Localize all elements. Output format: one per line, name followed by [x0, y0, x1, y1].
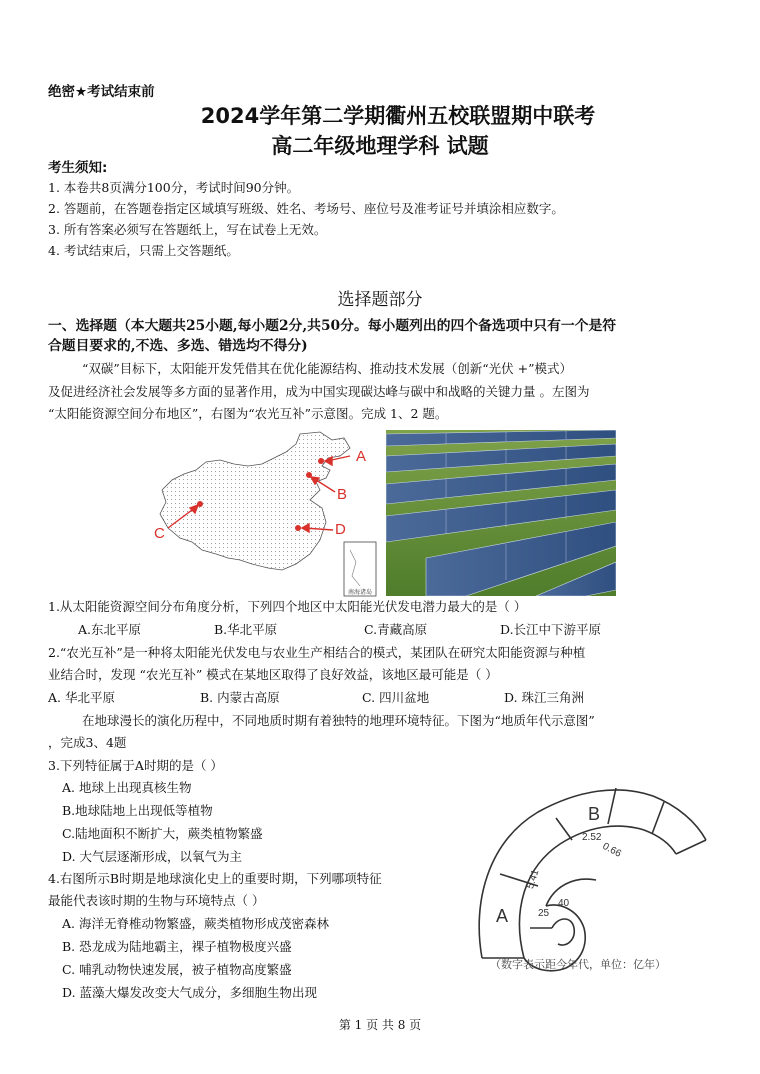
q1-stem: 1.从太阳能资源空间分布角度分析，下列四个地区中太阳能光伏发电潜力最大的是（ ） [48, 599, 527, 614]
label-a: A [356, 448, 367, 465]
q2-stem-line1: 2.“农光互补”是一种将太阳能光伏发电与农业生产相结合的模式，某团队在研究太阳能资源与种植 [48, 645, 586, 660]
q4-option-b: B. 恐龙成为陆地霸主，裸子植物极度兴盛 [62, 939, 292, 954]
q2-option-c: C. 四川盆地 [362, 690, 430, 705]
exam-title: 2024学年第二学期衢州五校联盟期中联考 [200, 104, 596, 128]
q4-option-c: C. 哺乳动物快速发展，被子植物高度繁盛 [62, 962, 292, 977]
section-title: 选择题部分 [337, 290, 423, 310]
passage2-line2: ，完成3、4题 [48, 735, 127, 750]
age-marker: 2.52 [582, 832, 602, 843]
q3-option-d: D. 大气层逐渐形成，以氧气为主 [62, 849, 243, 864]
label-c: C [154, 525, 165, 542]
period-a-label: A [496, 906, 509, 926]
q3-option-b: B.地球陆地上出现低等植物 [62, 803, 213, 818]
q1-option-a: A.东北平原 [78, 622, 142, 637]
section-intro-line1: 一、选择题（本大题共25小题,每小题2分,共50分。每小题列出的四个备选项中只有一个是符 [48, 318, 617, 334]
notice-item: 2. 答题前，在答题卷指定区域填写班级、姓名、考场号、座位号及准考证号并填涂相应数字。 [48, 201, 564, 216]
q2-option-a: A. 华北平原 [48, 690, 115, 705]
q2-option-d: D. 珠江三角洲 [504, 690, 585, 705]
period-b-label: B [588, 804, 601, 824]
age-marker: 5.41 [525, 868, 542, 891]
page-number: 第 1 页 共 8 页 [338, 1018, 422, 1032]
section-intro-line2: 合题目要求的,不选、多选、错选均不得分) [48, 338, 308, 354]
passage1-line2: 及促进经济社会发展等多方面的显著作用，成为中国实现碳达峰与碳中和战略的关键力量 。左图为 [48, 384, 590, 399]
q1-option-d: D.长江中下游平原 [500, 622, 602, 637]
secret-label: 绝密★考试结束前 [48, 84, 155, 100]
passage1-line1: “双碳”目标下，太阳能开发凭借其在优化能源结构、推动技术发展（创新“光伏 +”模式） [82, 361, 573, 376]
exam-subtitle: 高二年级地理学科 试题 [271, 134, 489, 158]
q4-stem-line1: 4.右图所示B时期是地球演化史上的重要时期，下列哪项特征 [48, 871, 382, 886]
notice-item: 4. 考试结束后，只需上交答题纸。 [48, 243, 239, 258]
spiral-caption: （数字表示距今年代，单位：亿年） [490, 958, 666, 971]
q2-stem-line2: 业结合时，发现 “农光互补” 模式在某地区取得了良好效益，该地区最可能是（ ） [48, 667, 498, 682]
china-outline [160, 432, 350, 570]
south-china-sea-inset [344, 542, 376, 596]
point-d [295, 525, 301, 531]
label-d: D [335, 521, 346, 538]
q1-option-b: B.华北平原 [214, 622, 278, 637]
q3-stem: 3.下列特征属于A时期的是（ ） [48, 758, 223, 773]
passage1-line3: “太阳能资源空间分布地区”，右图为“农光互补”示意图。完成 1、2 题。 [48, 406, 448, 421]
solar-farm-photo [386, 430, 616, 596]
q4-stem-line2: 最能代表该时期的生物与环境特点（ ） [48, 893, 265, 908]
point-a [318, 458, 324, 464]
label-b: B [337, 486, 348, 503]
q3-option-a: A. 地球上出现真核生物 [62, 780, 192, 795]
q1-option-c: C.青藏高原 [364, 622, 428, 637]
notice-heading: 考生须知: [48, 160, 108, 176]
q4-option-d: D. 蓝藻大爆发改变大气成分，多细胞生物出现 [62, 985, 318, 1000]
geologic-time-spiral [468, 782, 714, 978]
passage2-line1: 在地球漫长的演化历程中，不同地质时期有着独特的地理环境特征。下图为“地质年代示意图” [82, 713, 595, 728]
notice-item: 1. 本卷共8页满分100分，考试时间90分钟。 [48, 180, 300, 195]
q2-option-b: B. 内蒙古高原 [200, 690, 280, 705]
age-marker: 0.66 [600, 840, 623, 860]
inset-label: 南海诸岛 [347, 589, 373, 596]
q4-option-a: A. 海洋无脊椎动物繁盛，蕨类植物形成茂密森林 [62, 916, 329, 931]
notice-item: 3. 所有答案必须写在答题纸上，写在试卷上无效。 [48, 222, 327, 237]
q3-option-c: C.陆地面积不断扩大，蕨类植物繁盛 [62, 826, 263, 841]
age-marker: 25 [538, 908, 550, 919]
china-map-figure [150, 430, 382, 598]
age-marker: 40 [558, 898, 570, 909]
